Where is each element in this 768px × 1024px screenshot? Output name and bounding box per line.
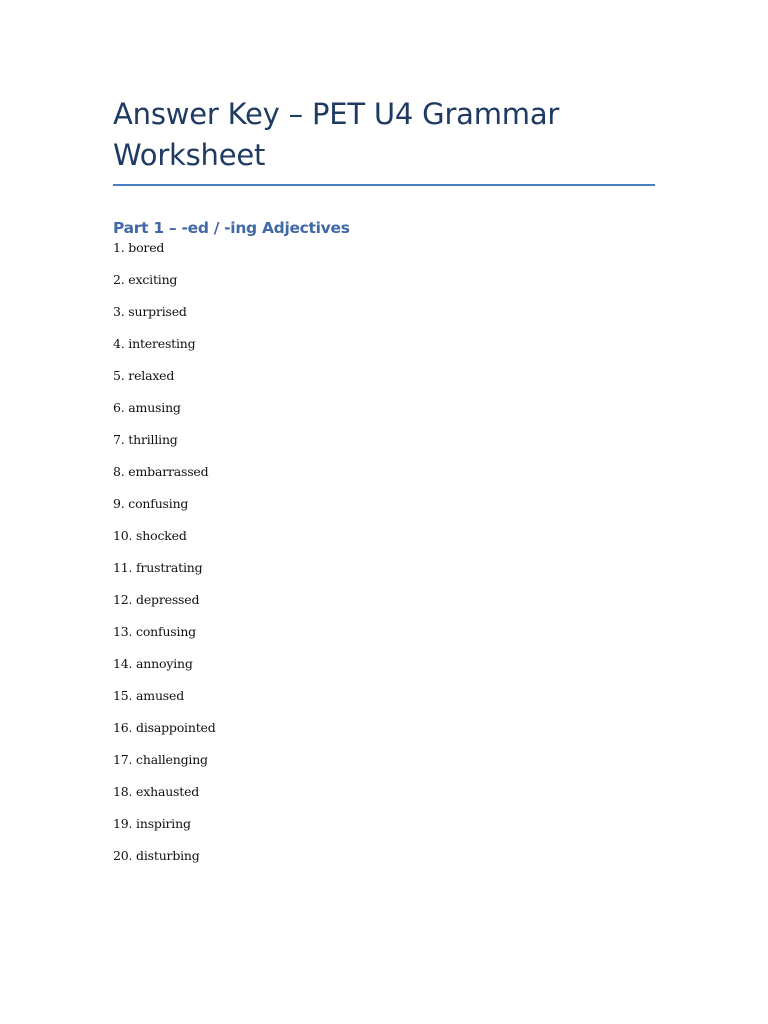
- title-underline: [113, 184, 655, 186]
- document-title: Answer Key – PET U4 Grammar Worksheet: [113, 97, 560, 172]
- answer-item: 1. bored: [113, 240, 165, 255]
- section-heading-part-1: Part 1 – -ed / -ing Adjectives: [113, 219, 350, 237]
- answer-item: 9. confusing: [113, 496, 189, 511]
- answer-item: 20. disturbing: [113, 848, 200, 863]
- answer-item: 2. exciting: [113, 272, 178, 287]
- answer-item: 18. exhausted: [113, 784, 200, 799]
- answer-item: 11. frustrating: [113, 560, 203, 575]
- answer-item: 8. embarrassed: [113, 464, 209, 479]
- answer-item: 3. surprised: [113, 304, 187, 319]
- answer-item: 15. amused: [113, 688, 185, 703]
- answer-item: 14. annoying: [113, 656, 193, 671]
- answer-item: 13. confusing: [113, 624, 196, 639]
- answer-item: 10. shocked: [113, 528, 187, 543]
- answer-item: 4. interesting: [113, 336, 196, 351]
- answer-item: 6. amusing: [113, 400, 181, 415]
- answer-item: 19. inspiring: [113, 816, 191, 831]
- answer-item: 7. thrilling: [113, 432, 178, 447]
- answer-list: [113, 240, 655, 880]
- answer-item: 12. depressed: [113, 592, 200, 607]
- answer-item: 5. relaxed: [113, 368, 175, 383]
- document-page: [113, 94, 655, 880]
- answer-item: 17. challenging: [113, 752, 208, 767]
- answer-item: 16. disappointed: [113, 720, 216, 735]
